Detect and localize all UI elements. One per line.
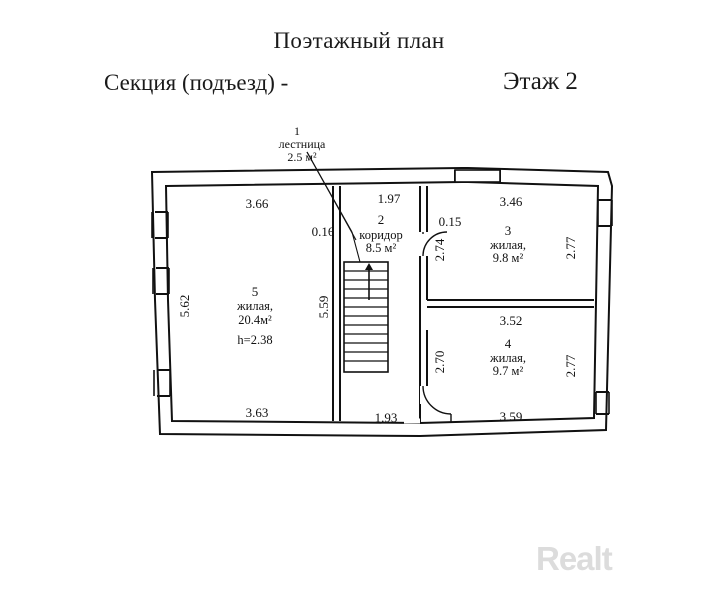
room-4-number: 4: [504, 336, 512, 351]
dim-left-outer: 5.62: [177, 294, 192, 318]
floor-label: Этаж 2: [503, 68, 578, 95]
callout-number: 1: [294, 124, 300, 138]
room-3-area: 9.8 м²: [492, 251, 524, 265]
callout-area: 2.5 м²: [287, 150, 317, 164]
dim-right-outer-bottom: 2.77: [563, 354, 578, 378]
room-5-area: 20.4м²: [238, 313, 272, 327]
dim-corridor-height: 5.59: [316, 295, 331, 319]
section-label: Секция (подъезд) -: [104, 70, 289, 95]
room-4-name: жилая,: [490, 351, 526, 365]
room-2-area: 8.5 м²: [365, 241, 397, 255]
dim-corridor-right: 0.15: [438, 214, 462, 229]
dim-top-right: 3.46: [499, 194, 523, 209]
dim-top-left: 3.66: [245, 196, 269, 211]
dim-room4-inner-height: 2.70: [432, 350, 447, 374]
room-2-name: коридор: [359, 228, 403, 242]
dim-middle-horizontal: 3.52: [499, 313, 523, 328]
room-3-name: жилая,: [490, 238, 526, 252]
dim-right-outer-top: 2.77: [563, 236, 578, 260]
dim-bottom-left: 3.63: [245, 405, 269, 420]
page-title: Поэтажный план: [273, 28, 445, 53]
room-5-number: 5: [251, 284, 259, 299]
dim-bottom-right: 3.59: [499, 409, 523, 424]
dim-room3-inner-height: 2.74: [432, 238, 447, 262]
room-3-number: 3: [504, 223, 512, 238]
dim-bottom-mid: 1.93: [374, 410, 398, 425]
room-2-number: 2: [377, 212, 385, 227]
staircase: [344, 262, 388, 372]
dim-corridor-left: 0.16: [311, 224, 335, 239]
room-5-height: h=2.38: [237, 333, 273, 347]
dim-top-mid: 1.97: [377, 191, 401, 206]
watermark-text: Realt: [536, 540, 612, 577]
room-4-area: 9.7 м²: [492, 364, 524, 378]
watermark: [536, 540, 612, 578]
room-5-name: жилая,: [237, 299, 273, 313]
callout-name: лестница: [278, 137, 326, 151]
